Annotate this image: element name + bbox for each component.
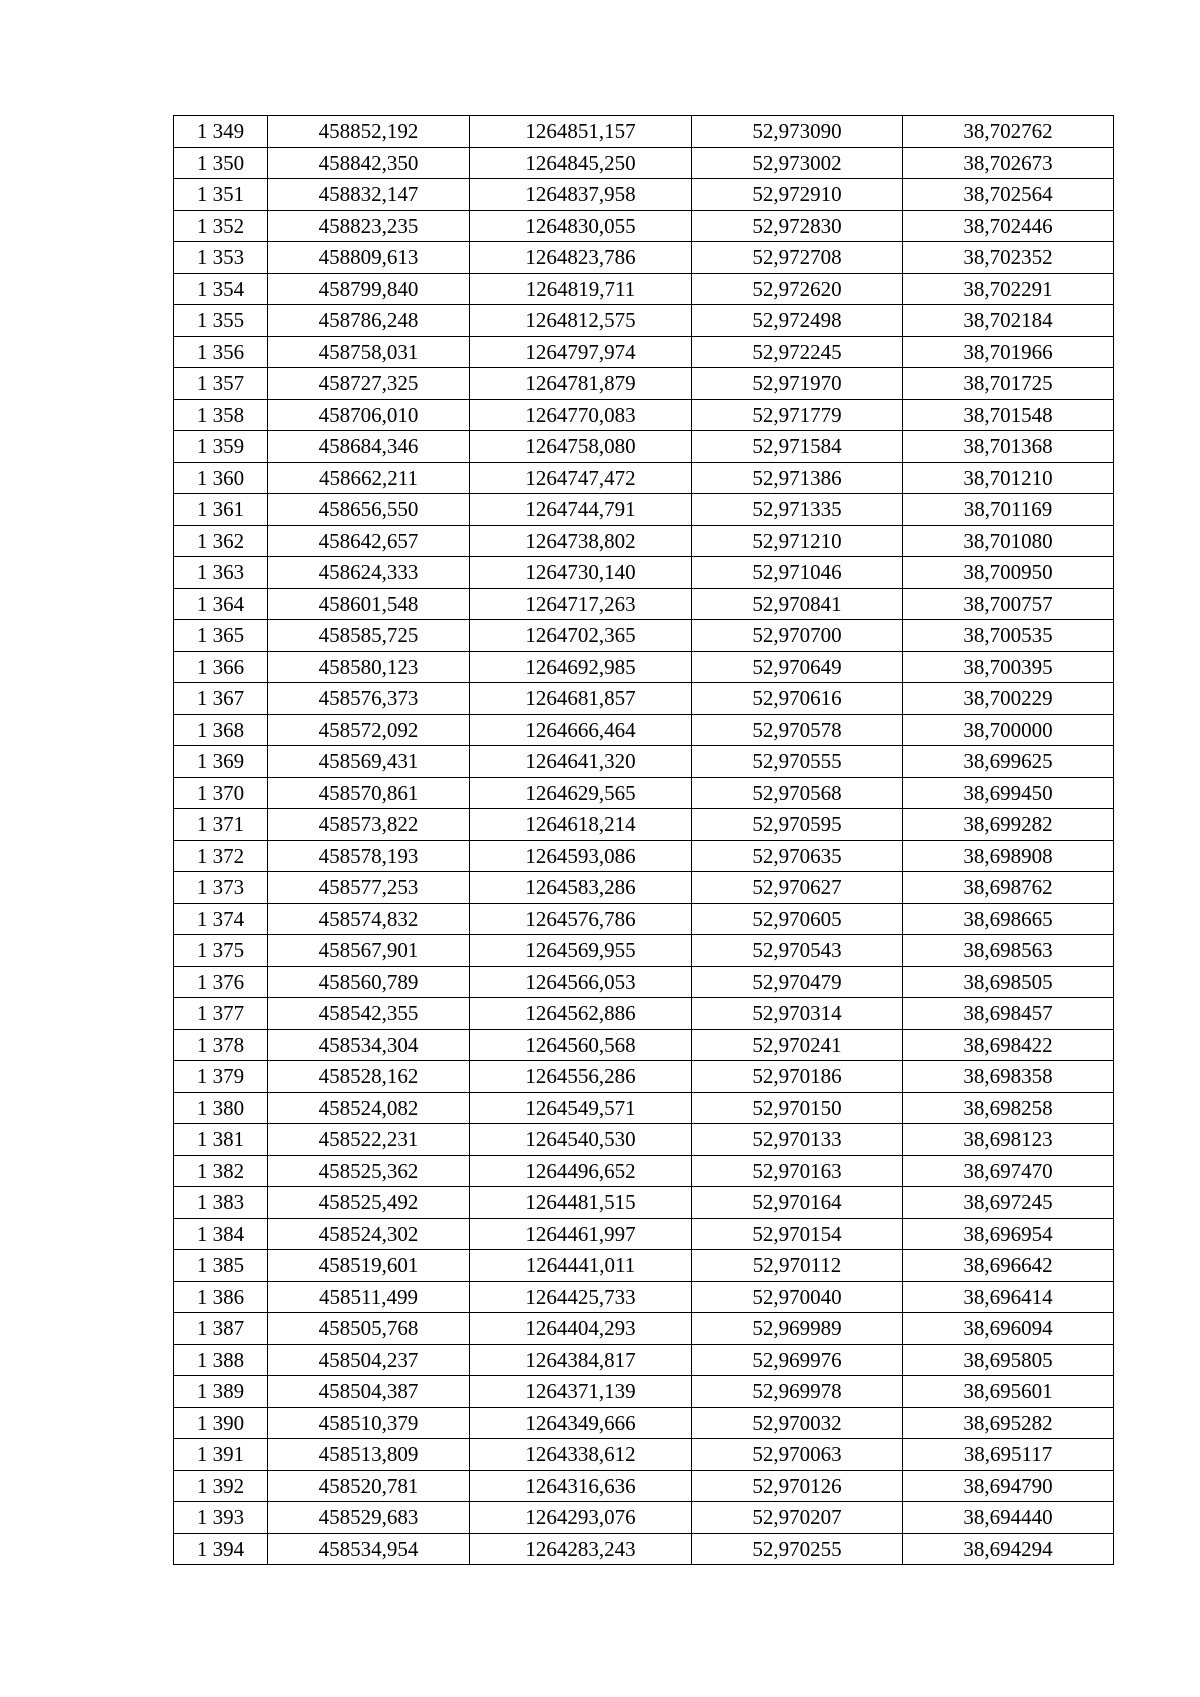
longitude-cell: 38,701169 — [903, 494, 1114, 526]
x-coordinate-cell: 458528,162 — [268, 1061, 470, 1093]
x-coordinate-cell: 458758,031 — [268, 336, 470, 368]
longitude-cell: 38,696954 — [903, 1218, 1114, 1250]
longitude-cell: 38,702673 — [903, 147, 1114, 179]
point-number-cell: 1 362 — [174, 525, 268, 557]
table-row — [174, 116, 1114, 148]
table-row — [174, 998, 1114, 1030]
table-row — [174, 557, 1114, 589]
y-coordinate-cell: 1264593,086 — [470, 840, 692, 872]
point-number-cell: 1 383 — [174, 1187, 268, 1219]
longitude-cell: 38,699282 — [903, 809, 1114, 841]
point-number-cell: 1 363 — [174, 557, 268, 589]
latitude-cell: 52,970063 — [692, 1439, 903, 1471]
point-number-cell: 1 349 — [174, 116, 268, 148]
point-number-cell: 1 351 — [174, 179, 268, 211]
longitude-cell: 38,698457 — [903, 998, 1114, 1030]
latitude-cell: 52,969978 — [692, 1376, 903, 1408]
longitude-cell: 38,700950 — [903, 557, 1114, 589]
latitude-cell: 52,970578 — [692, 714, 903, 746]
y-coordinate-cell: 1264730,140 — [470, 557, 692, 589]
latitude-cell: 52,970154 — [692, 1218, 903, 1250]
longitude-cell: 38,702564 — [903, 179, 1114, 211]
latitude-cell: 52,969976 — [692, 1344, 903, 1376]
latitude-cell: 52,970163 — [692, 1155, 903, 1187]
table-row — [174, 1470, 1114, 1502]
point-number-cell: 1 358 — [174, 399, 268, 431]
latitude-cell: 52,971210 — [692, 525, 903, 557]
x-coordinate-cell: 458642,657 — [268, 525, 470, 557]
latitude-cell: 52,972910 — [692, 179, 903, 211]
point-number-cell: 1 356 — [174, 336, 268, 368]
longitude-cell: 38,694440 — [903, 1502, 1114, 1534]
longitude-cell: 38,701368 — [903, 431, 1114, 463]
x-coordinate-cell: 458852,192 — [268, 116, 470, 148]
point-number-cell: 1 391 — [174, 1439, 268, 1471]
point-number-cell: 1 372 — [174, 840, 268, 872]
y-coordinate-cell: 1264851,157 — [470, 116, 692, 148]
y-coordinate-cell: 1264556,286 — [470, 1061, 692, 1093]
longitude-cell: 38,698123 — [903, 1124, 1114, 1156]
longitude-cell: 38,702184 — [903, 305, 1114, 337]
latitude-cell: 52,970635 — [692, 840, 903, 872]
x-coordinate-cell: 458842,350 — [268, 147, 470, 179]
longitude-cell: 38,700757 — [903, 588, 1114, 620]
point-number-cell: 1 376 — [174, 966, 268, 998]
y-coordinate-cell: 1264629,565 — [470, 777, 692, 809]
latitude-cell: 52,970841 — [692, 588, 903, 620]
latitude-cell: 52,970649 — [692, 651, 903, 683]
longitude-cell: 38,701966 — [903, 336, 1114, 368]
table-row — [174, 1187, 1114, 1219]
latitude-cell: 52,970616 — [692, 683, 903, 715]
longitude-cell: 38,698563 — [903, 935, 1114, 967]
y-coordinate-cell: 1264349,666 — [470, 1407, 692, 1439]
y-coordinate-cell: 1264316,636 — [470, 1470, 692, 1502]
table-row — [174, 809, 1114, 841]
latitude-cell: 52,972620 — [692, 273, 903, 305]
longitude-cell: 38,702446 — [903, 210, 1114, 242]
table-row — [174, 494, 1114, 526]
latitude-cell: 52,973002 — [692, 147, 903, 179]
y-coordinate-cell: 1264481,515 — [470, 1187, 692, 1219]
table-row — [174, 714, 1114, 746]
point-number-cell: 1 367 — [174, 683, 268, 715]
x-coordinate-cell: 458504,387 — [268, 1376, 470, 1408]
y-coordinate-cell: 1264830,055 — [470, 210, 692, 242]
y-coordinate-cell: 1264496,652 — [470, 1155, 692, 1187]
point-number-cell: 1 379 — [174, 1061, 268, 1093]
table-row — [174, 179, 1114, 211]
table-row — [174, 1439, 1114, 1471]
latitude-cell: 52,971584 — [692, 431, 903, 463]
longitude-cell: 38,698505 — [903, 966, 1114, 998]
table-row — [174, 1313, 1114, 1345]
longitude-cell: 38,695282 — [903, 1407, 1114, 1439]
point-number-cell: 1 360 — [174, 462, 268, 494]
y-coordinate-cell: 1264681,857 — [470, 683, 692, 715]
x-coordinate-cell: 458522,231 — [268, 1124, 470, 1156]
x-coordinate-cell: 458505,768 — [268, 1313, 470, 1345]
table-row — [174, 1218, 1114, 1250]
x-coordinate-cell: 458534,954 — [268, 1533, 470, 1565]
point-number-cell: 1 355 — [174, 305, 268, 337]
longitude-cell: 38,701080 — [903, 525, 1114, 557]
y-coordinate-cell: 1264819,711 — [470, 273, 692, 305]
y-coordinate-cell: 1264692,985 — [470, 651, 692, 683]
y-coordinate-cell: 1264781,879 — [470, 368, 692, 400]
latitude-cell: 52,970133 — [692, 1124, 903, 1156]
longitude-cell: 38,698908 — [903, 840, 1114, 872]
table-row — [174, 1250, 1114, 1282]
y-coordinate-cell: 1264404,293 — [470, 1313, 692, 1345]
longitude-cell: 38,701210 — [903, 462, 1114, 494]
table-row — [174, 1533, 1114, 1565]
latitude-cell: 52,970255 — [692, 1533, 903, 1565]
x-coordinate-cell: 458624,333 — [268, 557, 470, 589]
table-row — [174, 525, 1114, 557]
latitude-cell: 52,970605 — [692, 903, 903, 935]
y-coordinate-cell: 1264747,472 — [470, 462, 692, 494]
longitude-cell: 38,695601 — [903, 1376, 1114, 1408]
y-coordinate-cell: 1264283,243 — [470, 1533, 692, 1565]
x-coordinate-cell: 458513,809 — [268, 1439, 470, 1471]
table-row — [174, 1407, 1114, 1439]
longitude-cell: 38,702291 — [903, 273, 1114, 305]
point-number-cell: 1 352 — [174, 210, 268, 242]
latitude-cell: 52,970164 — [692, 1187, 903, 1219]
y-coordinate-cell: 1264569,955 — [470, 935, 692, 967]
latitude-cell: 52,971386 — [692, 462, 903, 494]
point-number-cell: 1 373 — [174, 872, 268, 904]
y-coordinate-cell: 1264744,791 — [470, 494, 692, 526]
x-coordinate-cell: 458809,613 — [268, 242, 470, 274]
longitude-cell: 38,695117 — [903, 1439, 1114, 1471]
point-number-cell: 1 354 — [174, 273, 268, 305]
latitude-cell: 52,970627 — [692, 872, 903, 904]
point-number-cell: 1 364 — [174, 588, 268, 620]
x-coordinate-cell: 458578,193 — [268, 840, 470, 872]
table-row — [174, 368, 1114, 400]
point-number-cell: 1 369 — [174, 746, 268, 778]
longitude-cell: 38,700535 — [903, 620, 1114, 652]
longitude-cell: 38,699625 — [903, 746, 1114, 778]
longitude-cell: 38,696094 — [903, 1313, 1114, 1345]
table-row — [174, 305, 1114, 337]
table-row — [174, 588, 1114, 620]
table-row — [174, 431, 1114, 463]
latitude-cell: 52,971970 — [692, 368, 903, 400]
latitude-cell: 52,970568 — [692, 777, 903, 809]
table-row — [174, 840, 1114, 872]
point-number-cell: 1 374 — [174, 903, 268, 935]
longitude-cell: 38,700000 — [903, 714, 1114, 746]
x-coordinate-cell: 458727,325 — [268, 368, 470, 400]
latitude-cell: 52,970595 — [692, 809, 903, 841]
table-row — [174, 651, 1114, 683]
x-coordinate-cell: 458504,237 — [268, 1344, 470, 1376]
y-coordinate-cell: 1264666,464 — [470, 714, 692, 746]
point-number-cell: 1 370 — [174, 777, 268, 809]
table-row — [174, 273, 1114, 305]
table-row — [174, 777, 1114, 809]
point-number-cell: 1 382 — [174, 1155, 268, 1187]
table-row — [174, 336, 1114, 368]
x-coordinate-cell: 458520,781 — [268, 1470, 470, 1502]
point-number-cell: 1 392 — [174, 1470, 268, 1502]
point-number-cell: 1 371 — [174, 809, 268, 841]
x-coordinate-cell: 458560,789 — [268, 966, 470, 998]
x-coordinate-cell: 458823,235 — [268, 210, 470, 242]
table-row — [174, 872, 1114, 904]
x-coordinate-cell: 458525,492 — [268, 1187, 470, 1219]
y-coordinate-cell: 1264540,530 — [470, 1124, 692, 1156]
longitude-cell: 38,697245 — [903, 1187, 1114, 1219]
longitude-cell: 38,696414 — [903, 1281, 1114, 1313]
coordinates-table-body — [174, 116, 1114, 1565]
x-coordinate-cell: 458576,373 — [268, 683, 470, 715]
y-coordinate-cell: 1264837,958 — [470, 179, 692, 211]
latitude-cell: 52,969989 — [692, 1313, 903, 1345]
point-number-cell: 1 394 — [174, 1533, 268, 1565]
longitude-cell: 38,695805 — [903, 1344, 1114, 1376]
latitude-cell: 52,970479 — [692, 966, 903, 998]
table-row — [174, 1029, 1114, 1061]
y-coordinate-cell: 1264823,786 — [470, 242, 692, 274]
latitude-cell: 52,971779 — [692, 399, 903, 431]
y-coordinate-cell: 1264618,214 — [470, 809, 692, 841]
latitude-cell: 52,970241 — [692, 1029, 903, 1061]
x-coordinate-cell: 458525,362 — [268, 1155, 470, 1187]
y-coordinate-cell: 1264583,286 — [470, 872, 692, 904]
table-row — [174, 242, 1114, 274]
table-row — [174, 935, 1114, 967]
coordinates-table — [173, 115, 1114, 1565]
table-row — [174, 1502, 1114, 1534]
y-coordinate-cell: 1264560,568 — [470, 1029, 692, 1061]
x-coordinate-cell: 458510,379 — [268, 1407, 470, 1439]
y-coordinate-cell: 1264717,263 — [470, 588, 692, 620]
latitude-cell: 52,970555 — [692, 746, 903, 778]
point-number-cell: 1 366 — [174, 651, 268, 683]
table-row — [174, 147, 1114, 179]
point-number-cell: 1 385 — [174, 1250, 268, 1282]
latitude-cell: 52,970126 — [692, 1470, 903, 1502]
latitude-cell: 52,970207 — [692, 1502, 903, 1534]
point-number-cell: 1 388 — [174, 1344, 268, 1376]
x-coordinate-cell: 458799,840 — [268, 273, 470, 305]
x-coordinate-cell: 458511,499 — [268, 1281, 470, 1313]
latitude-cell: 52,970700 — [692, 620, 903, 652]
y-coordinate-cell: 1264738,802 — [470, 525, 692, 557]
y-coordinate-cell: 1264338,612 — [470, 1439, 692, 1471]
latitude-cell: 52,970314 — [692, 998, 903, 1030]
point-number-cell: 1 389 — [174, 1376, 268, 1408]
x-coordinate-cell: 458580,123 — [268, 651, 470, 683]
longitude-cell: 38,697470 — [903, 1155, 1114, 1187]
point-number-cell: 1 368 — [174, 714, 268, 746]
longitude-cell: 38,698358 — [903, 1061, 1114, 1093]
table-row — [174, 1061, 1114, 1093]
y-coordinate-cell: 1264797,974 — [470, 336, 692, 368]
latitude-cell: 52,970186 — [692, 1061, 903, 1093]
point-number-cell: 1 384 — [174, 1218, 268, 1250]
longitude-cell: 38,701548 — [903, 399, 1114, 431]
y-coordinate-cell: 1264562,886 — [470, 998, 692, 1030]
longitude-cell: 38,702762 — [903, 116, 1114, 148]
y-coordinate-cell: 1264371,139 — [470, 1376, 692, 1408]
longitude-cell: 38,694790 — [903, 1470, 1114, 1502]
table-row — [174, 1155, 1114, 1187]
x-coordinate-cell: 458573,822 — [268, 809, 470, 841]
y-coordinate-cell: 1264566,053 — [470, 966, 692, 998]
x-coordinate-cell: 458684,346 — [268, 431, 470, 463]
longitude-cell: 38,701725 — [903, 368, 1114, 400]
y-coordinate-cell: 1264425,733 — [470, 1281, 692, 1313]
x-coordinate-cell: 458534,304 — [268, 1029, 470, 1061]
table-row — [174, 210, 1114, 242]
x-coordinate-cell: 458577,253 — [268, 872, 470, 904]
x-coordinate-cell: 458524,302 — [268, 1218, 470, 1250]
table-row — [174, 1124, 1114, 1156]
table-row — [174, 1376, 1114, 1408]
table-row — [174, 620, 1114, 652]
latitude-cell: 52,972498 — [692, 305, 903, 337]
point-number-cell: 1 375 — [174, 935, 268, 967]
point-number-cell: 1 365 — [174, 620, 268, 652]
longitude-cell: 38,699450 — [903, 777, 1114, 809]
latitude-cell: 52,970112 — [692, 1250, 903, 1282]
y-coordinate-cell: 1264845,250 — [470, 147, 692, 179]
y-coordinate-cell: 1264384,817 — [470, 1344, 692, 1376]
x-coordinate-cell: 458524,082 — [268, 1092, 470, 1124]
x-coordinate-cell: 458656,550 — [268, 494, 470, 526]
y-coordinate-cell: 1264461,997 — [470, 1218, 692, 1250]
table-row — [174, 1281, 1114, 1313]
latitude-cell: 52,972708 — [692, 242, 903, 274]
point-number-cell: 1 350 — [174, 147, 268, 179]
x-coordinate-cell: 458574,832 — [268, 903, 470, 935]
longitude-cell: 38,694294 — [903, 1533, 1114, 1565]
latitude-cell: 52,970040 — [692, 1281, 903, 1313]
x-coordinate-cell: 458706,010 — [268, 399, 470, 431]
y-coordinate-cell: 1264702,365 — [470, 620, 692, 652]
point-number-cell: 1 393 — [174, 1502, 268, 1534]
table-row — [174, 903, 1114, 935]
x-coordinate-cell: 458786,248 — [268, 305, 470, 337]
y-coordinate-cell: 1264293,076 — [470, 1502, 692, 1534]
longitude-cell: 38,698258 — [903, 1092, 1114, 1124]
table-row — [174, 746, 1114, 778]
latitude-cell: 52,972245 — [692, 336, 903, 368]
y-coordinate-cell: 1264641,320 — [470, 746, 692, 778]
x-coordinate-cell: 458572,092 — [268, 714, 470, 746]
longitude-cell: 38,700229 — [903, 683, 1114, 715]
x-coordinate-cell: 458570,861 — [268, 777, 470, 809]
longitude-cell: 38,698762 — [903, 872, 1114, 904]
point-number-cell: 1 357 — [174, 368, 268, 400]
latitude-cell: 52,973090 — [692, 116, 903, 148]
point-number-cell: 1 353 — [174, 242, 268, 274]
longitude-cell: 38,698665 — [903, 903, 1114, 935]
y-coordinate-cell: 1264549,571 — [470, 1092, 692, 1124]
latitude-cell: 52,970543 — [692, 935, 903, 967]
y-coordinate-cell: 1264576,786 — [470, 903, 692, 935]
latitude-cell: 52,972830 — [692, 210, 903, 242]
point-number-cell: 1 380 — [174, 1092, 268, 1124]
point-number-cell: 1 377 — [174, 998, 268, 1030]
latitude-cell: 52,971335 — [692, 494, 903, 526]
table-row — [174, 966, 1114, 998]
table-row — [174, 399, 1114, 431]
x-coordinate-cell: 458567,901 — [268, 935, 470, 967]
latitude-cell: 52,970032 — [692, 1407, 903, 1439]
table-row — [174, 1092, 1114, 1124]
point-number-cell: 1 381 — [174, 1124, 268, 1156]
x-coordinate-cell: 458601,548 — [268, 588, 470, 620]
x-coordinate-cell: 458569,431 — [268, 746, 470, 778]
point-number-cell: 1 390 — [174, 1407, 268, 1439]
x-coordinate-cell: 458519,601 — [268, 1250, 470, 1282]
table-row — [174, 683, 1114, 715]
point-number-cell: 1 387 — [174, 1313, 268, 1345]
point-number-cell: 1 386 — [174, 1281, 268, 1313]
y-coordinate-cell: 1264441,011 — [470, 1250, 692, 1282]
latitude-cell: 52,971046 — [692, 557, 903, 589]
x-coordinate-cell: 458585,725 — [268, 620, 470, 652]
y-coordinate-cell: 1264758,080 — [470, 431, 692, 463]
longitude-cell: 38,696642 — [903, 1250, 1114, 1282]
x-coordinate-cell: 458832,147 — [268, 179, 470, 211]
x-coordinate-cell: 458662,211 — [268, 462, 470, 494]
longitude-cell: 38,700395 — [903, 651, 1114, 683]
y-coordinate-cell: 1264770,083 — [470, 399, 692, 431]
y-coordinate-cell: 1264812,575 — [470, 305, 692, 337]
x-coordinate-cell: 458529,683 — [268, 1502, 470, 1534]
table-row — [174, 462, 1114, 494]
point-number-cell: 1 361 — [174, 494, 268, 526]
longitude-cell: 38,702352 — [903, 242, 1114, 274]
longitude-cell: 38,698422 — [903, 1029, 1114, 1061]
latitude-cell: 52,970150 — [692, 1092, 903, 1124]
point-number-cell: 1 378 — [174, 1029, 268, 1061]
table-row — [174, 1344, 1114, 1376]
point-number-cell: 1 359 — [174, 431, 268, 463]
x-coordinate-cell: 458542,355 — [268, 998, 470, 1030]
